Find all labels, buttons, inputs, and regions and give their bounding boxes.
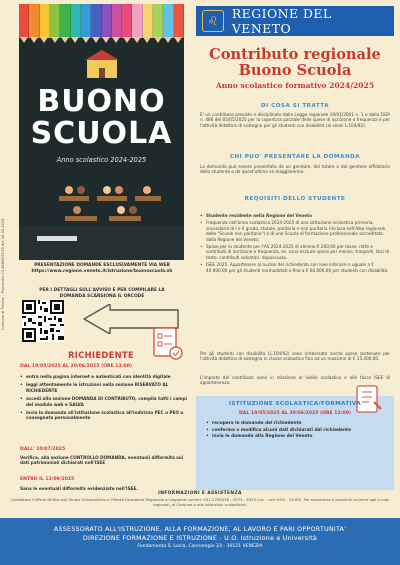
poster-year: Anno scolastico 2024-2025 (56, 156, 147, 164)
pencil-icon (132, 4, 142, 38)
list-item: • recupera le domande del richiedente (206, 421, 386, 427)
istituzione-steps (206, 421, 386, 441)
pencil-icon (102, 4, 112, 38)
buono-scuola-poster (19, 4, 184, 260)
form-document-icon (150, 324, 184, 362)
web-submission-url[interactable]: https://www.regione.veneto.it/istruzione/buonoscuola.sh (31, 269, 173, 274)
school-building-icon (83, 50, 121, 78)
pencil-row (19, 4, 184, 38)
classroom-kids-illustration (55, 174, 165, 224)
deadline-date: ENTRO IL 12/09/2025 (20, 477, 75, 482)
region-name: REGIONE DEL VENETO (231, 6, 332, 36)
pencil-icon (91, 4, 101, 38)
section-heading-requisiti: REQUISITI DELLO STUDENTE (244, 196, 346, 202)
pencil-icon (29, 4, 39, 38)
richiedente-steps (20, 374, 190, 424)
verifica-date: DALL' 10/07/2025 (20, 447, 66, 452)
list-item: • Studente residente nella Regione del Veneto (200, 213, 390, 218)
pencil-icon (112, 4, 122, 38)
list-item: • invia le domande alla Regione del Veneto (206, 434, 386, 440)
list-item: • Frequenza nell'anno scolastico 2024-2025 di una istituzione scolastica primaria, secondaria di I e II grado, statale, paritaria e non paritaria (inclusa nell'Albo regionale delle "Scuole non paritarie") o di una Scuola di formazione professionale accreditata dalla Regione del Veneto; (200, 220, 390, 242)
verifica-text: Verifica, alla sezione CONTROLLO DOMANDA, eventuali difformità sui dati patrimoniali dichiarati nell'ISEE (20, 455, 184, 466)
section-heading-di-cosa: DI COSA SI TRATTA (260, 103, 330, 109)
info-heading: INFORMAZIONI E ASSISTENZA (158, 491, 242, 496)
page-subtitle: Anno scolastico formativo 2024/2025 (215, 81, 375, 90)
lion-of-saint-mark-icon: ♌ (202, 10, 224, 32)
pencil-icon (50, 4, 60, 38)
pencil-icon (71, 4, 81, 38)
richiedente-heading: RICHIEDENTE (68, 350, 134, 360)
pencil-icon (81, 4, 91, 38)
section-text-chi-puo: La domanda può essere presentata da un genitore, dal tutore o dal genitore affidatario dello studente o da quest'ultimo se maggiorenne. (200, 164, 390, 175)
pencil-icon (122, 4, 132, 38)
qr-instructions-line1: PER I DETTAGLI SULL'AVVISO E PER COMPILARE LA (39, 288, 165, 293)
list-item: • Spese per lo studente per l'AS 2024-2025 di almeno € 200,00 per tasse, rette e contributi di iscrizione e frequenza, es. sono escluse spese per mense, trasporti, libri di testo, contributi volontari, doposcuola. (200, 244, 390, 260)
poster-title (19, 86, 184, 150)
web-submission-line1: PRESENTAZIONE DOMANDE ESCLUSIVAMENTE VIA WEB (34, 263, 170, 268)
page-title-line2: Buono Scuola (238, 62, 352, 79)
poster-title-line1: BUONO (37, 84, 166, 119)
footer-line1: ASSESSORATO ALL'ISTRUZIONE, ALLA FORMAZIONE, AL LAVORO E PARI OPPORTUNITA' (53, 525, 347, 533)
pencil-icon (163, 4, 173, 38)
protocol-code: Comune di Treviso - Protocollo 03.48895/2025 del 06-05-2025 (1, 218, 5, 330)
list-item: • conferma o modifica alcuni dati dichiarati dal richiedente (206, 428, 386, 434)
footer-banner (0, 518, 400, 565)
chalkboard-ledge (19, 226, 184, 260)
pencil-icon (143, 4, 153, 38)
web-submission-note (10, 263, 194, 275)
pencil-icon (60, 4, 70, 38)
section-text-di-cosa: E' un contributo previsto e disciplinato dalla Legge regionale 19/01/2001 n. 1 e dalla DGR n. 486 del 05/05/2025 per la copertura parziale delle spese di iscrizione e frequenza e per l'attività didattica di sostegno per gli studenti con disabilità (ai sensi L.104/92). (200, 112, 390, 128)
requisiti-extra-disabilita: Per gli studenti con disabilità (L.104/92) sono rimborsate anche spese sostenute per l'attività didattica di sostegno in classe scolastica fino ad un massimo di € 15.000,00. (200, 351, 390, 362)
pencil-icon (40, 4, 50, 38)
info-text: Contattare l'Ufficio Diritto allo Studio Universitario e Offerta Formativa Regionale ai seguenti numeri: 041-2795036 - 5573 - 5033 (lun - ven 9:00 - 13:00). Per assistenza è possibile scrivere agli e-mail regionali, al Comune o alle istituzioni scolastiche. (10, 497, 390, 507)
requisiti-list (200, 213, 390, 275)
requisiti-extra-importo: L'importo del contributo varia in relazione al livello scolastico e alle fasce ISEE di appartenenza. (200, 375, 390, 386)
poster-title-line2: SCUOLA (30, 116, 173, 151)
list-item: • invia la domanda all'istituzione scolastica all'indirizzo PEC o PEO o consegnata personalmente (20, 410, 190, 421)
istituzione-dates: DAL 19/05/2025 AL 30/06/2025 (ORE 12:00) (238, 411, 352, 416)
richiedente-dates: DAL 19/05/2025 AL 20/06/2025 (ORE 12:00) (20, 364, 133, 369)
list-item: • ISEE 2025. Appartenere al nucleo del richiedente con Isee inferiore o uguale a € 40.000,00 per gli studenti normodotati e fino a € 60.000,00 per studenti con disabilità. (200, 262, 390, 273)
page-title-line1: Contributo regionale (209, 46, 381, 63)
list-item: • entra nella pagina internet e autenticati con identità digitale (20, 374, 190, 379)
region-header (196, 6, 394, 36)
footer-line2: DIREZIONE FORMAZIONE E ISTRUZIONE - U.O. Istruzione e Università (82, 534, 318, 542)
school-clipboard-icon (354, 382, 384, 414)
istituzione-heading: ISTITUZIONE SCOLASTICA/FORMATIVA (228, 401, 362, 407)
list-item: • leggi attentamente le istruzioni nella sezione RISERVATO AL RICHIEDENTE (20, 382, 190, 393)
deadline-text: Sana le eventuali difformità evidenziate nell'ISEE. (20, 486, 138, 491)
chalk-icon (37, 236, 77, 241)
footer-address: Fondamenta S. Lucia, Cannaregio 23 - 30121 VENEZIA (137, 544, 263, 549)
qr-instructions (10, 288, 194, 300)
pencil-icon (174, 4, 184, 38)
pencil-icon (153, 4, 163, 38)
page-title (196, 47, 394, 79)
pencil-icon (19, 4, 29, 38)
qr-code[interactable] (22, 300, 64, 342)
qr-instructions-line2: DOMANDA SCANSIONA IL QRCODE (59, 294, 145, 299)
section-heading-chi-puo: CHI PUO' PRESENTARE LA DOMANDA (229, 154, 361, 160)
list-item: • accedi alla sezione DOMANDA DI CONTRIBUTO, compila tutti i campi del modulo web e SALVA (20, 396, 190, 407)
